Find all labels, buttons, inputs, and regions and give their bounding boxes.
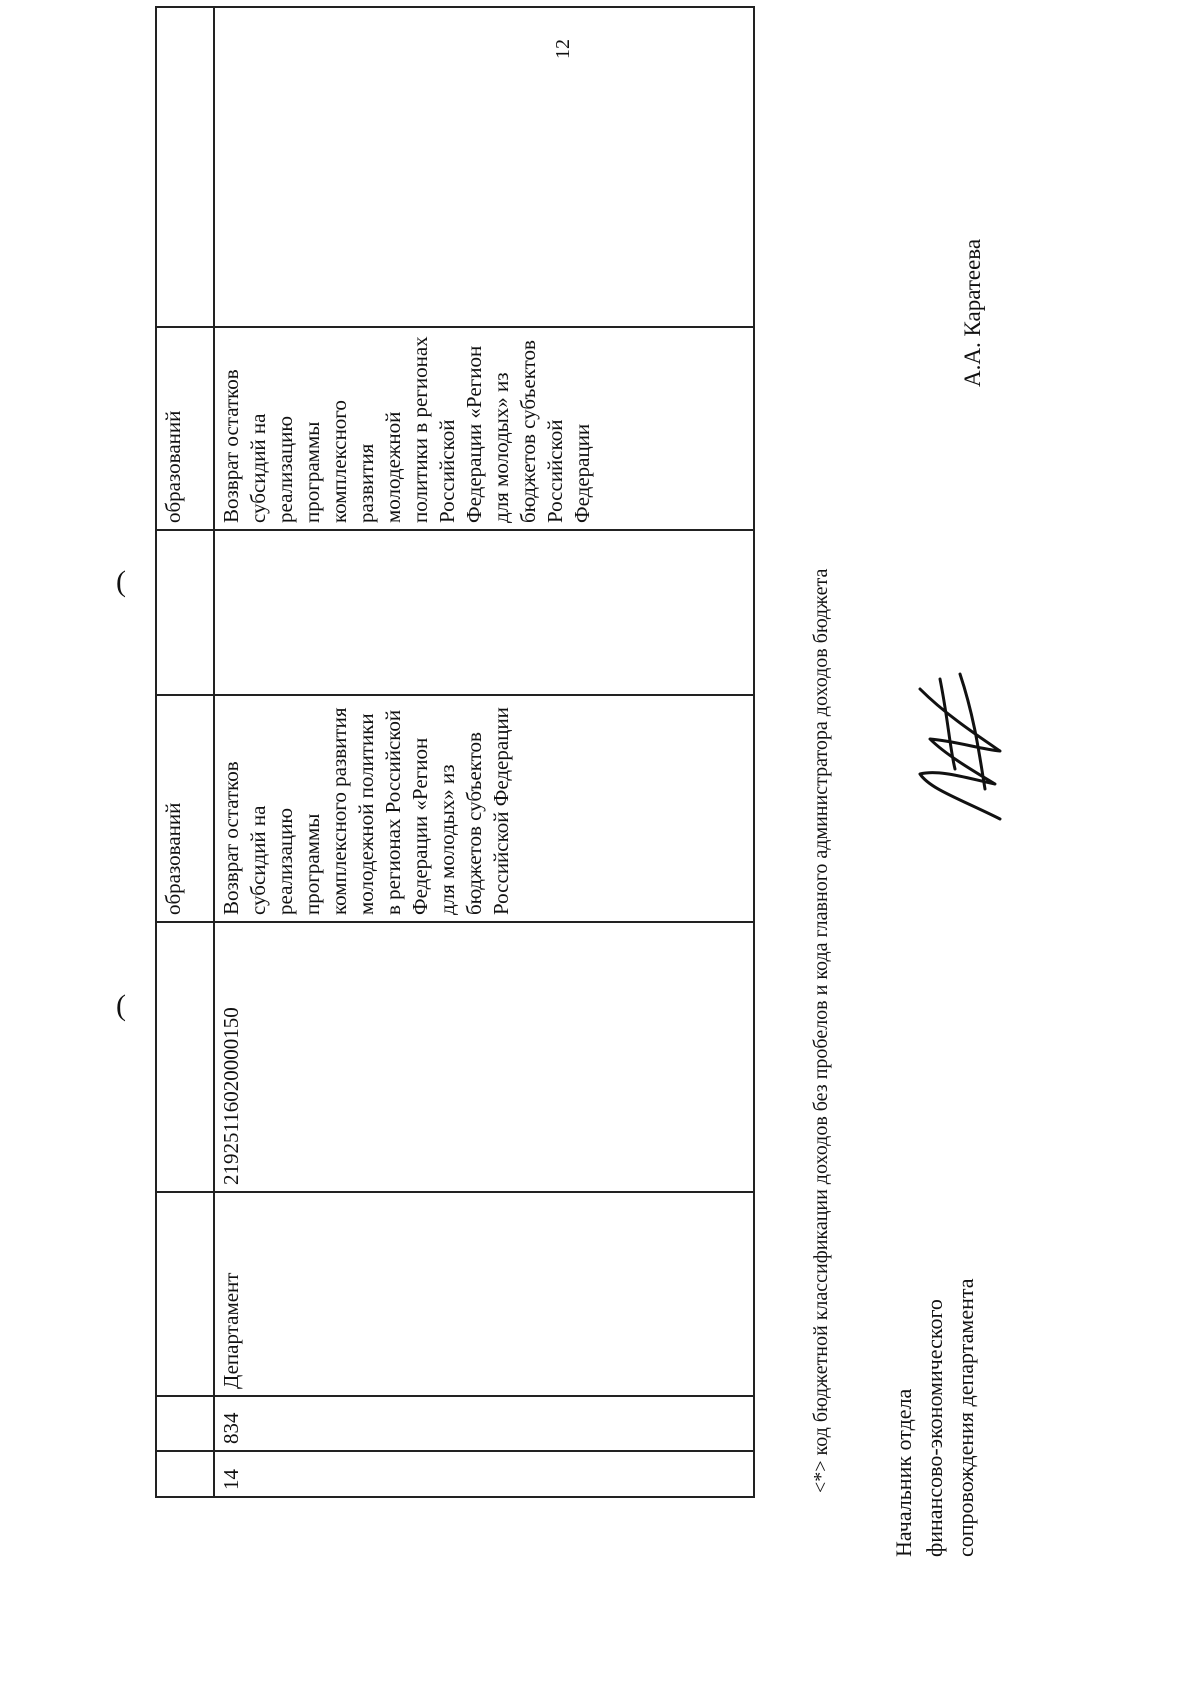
- header-cell: [156, 530, 214, 695]
- header-cell: [156, 1451, 214, 1497]
- scan-bracket: (: [116, 989, 126, 1022]
- row-number: 14: [214, 1451, 754, 1497]
- signatory-line: Начальник отдела: [891, 1388, 916, 1557]
- empty-cell: [214, 7, 754, 327]
- signatory-line: сопровождения департамента: [953, 1278, 978, 1557]
- signatory-name: А.А. Каратеева: [960, 238, 985, 387]
- header-cell: образований: [156, 695, 214, 922]
- header-cell: образований: [156, 327, 214, 530]
- income-table: [155, 6, 755, 1498]
- header-cell: [156, 922, 214, 1192]
- income-description: Возврат остатков субсидий на реализацию программы комплексного развития молодежной политики в регионах Российской Федерации «Регион для молодых» из бюджетов субъектов Российской Федерации: [214, 695, 754, 922]
- income-description-2: Возврат остатков субсидий на реализацию программы комплексного развития молодежной политики в регионах Российской Федерации «Регион для молодых» из бюджетов субъектов Российской Федерации: [214, 327, 754, 530]
- header-cell: [156, 7, 214, 327]
- footnote: <*> код бюджетной классификации доходов без пробелов и кода главного администратора доходов бюджета: [810, 568, 832, 1493]
- table-header-row: [156, 7, 214, 1497]
- admin-name: Департамент: [214, 1192, 754, 1396]
- page-number: 12: [552, 39, 574, 59]
- budget-code: 21925116020000150: [214, 922, 754, 1192]
- scan-bracket: (: [116, 565, 126, 598]
- signatory-title: [888, 1278, 981, 1557]
- table-row: [214, 7, 754, 1497]
- signatory-line: финансово-экономического: [922, 1299, 947, 1557]
- admin-code: 834: [214, 1396, 754, 1451]
- empty-cell: [214, 530, 754, 695]
- header-cell: [156, 1192, 214, 1396]
- header-cell: [156, 1396, 214, 1451]
- handwritten-signature: [900, 659, 1020, 829]
